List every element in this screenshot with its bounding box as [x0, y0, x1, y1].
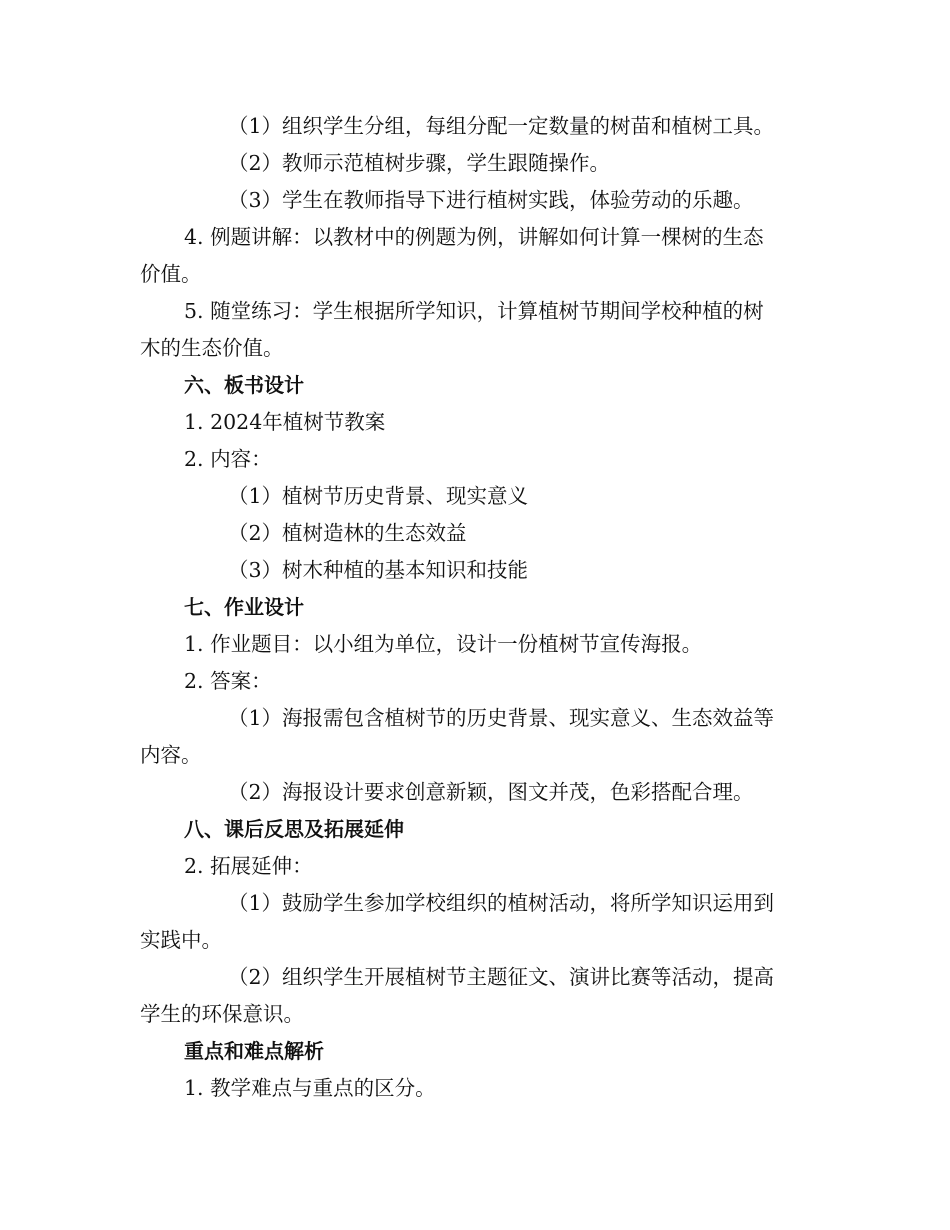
list-item: 1. 教学难点与重点的区分。	[184, 1076, 436, 1100]
paragraph-line: （2）教师示范植树步骤，学生跟随操作。	[228, 151, 611, 175]
list-item: （1）植树节历史背景、现实意义	[228, 484, 529, 508]
paragraph-line: 学生的环保意识。	[140, 1002, 304, 1026]
list-item: （3）树木种植的基本知识和技能	[228, 558, 529, 582]
list-item: 2. 拓展延伸：	[184, 854, 313, 878]
list-item: 2. 内容：	[184, 447, 272, 471]
paragraph-line: 价值。	[140, 262, 202, 286]
list-item: 1. 2024年植树节教案	[184, 410, 386, 434]
paragraph-line: （3）学生在教师指导下进行植树实践，体验劳动的乐趣。	[228, 188, 754, 212]
paragraph-line: 内容。	[140, 743, 202, 767]
paragraph-line: （1）鼓励学生参加学校组织的植树活动，将所学知识运用到	[228, 891, 775, 915]
section-heading: 六、板书设计	[184, 373, 304, 397]
paragraph-line: （2）海报设计要求创意新颖，图文并茂，色彩搭配合理。	[228, 780, 754, 804]
section-heading: 七、作业设计	[184, 595, 304, 619]
paragraph-line: （1）海报需包含植树节的历史背景、现实意义、生态效益等	[228, 706, 775, 730]
section-heading: 八、课后反思及拓展延伸	[184, 817, 404, 841]
list-item: （2）植树造林的生态效益	[228, 521, 467, 545]
section-heading: 重点和难点解析	[184, 1039, 324, 1063]
list-item: 2. 答案：	[184, 669, 272, 693]
paragraph-line: （1）组织学生分组，每组分配一定数量的树苗和植树工具。	[228, 114, 775, 138]
list-item: 1. 作业题目：以小组为单位，设计一份植树节宣传海报。	[184, 632, 703, 656]
paragraph-line: 5. 随堂练习：学生根据所学知识，计算植树节期间学校种植的树	[184, 299, 764, 323]
paragraph-line: 实践中。	[140, 928, 222, 952]
paragraph-line: 木的生态价值。	[140, 336, 284, 360]
paragraph-line: 4. 例题讲解：以教材中的例题为例，讲解如何计算一棵树的生态	[184, 225, 764, 249]
paragraph-line: （2）组织学生开展植树节主题征文、演讲比赛等活动，提高	[228, 965, 775, 989]
